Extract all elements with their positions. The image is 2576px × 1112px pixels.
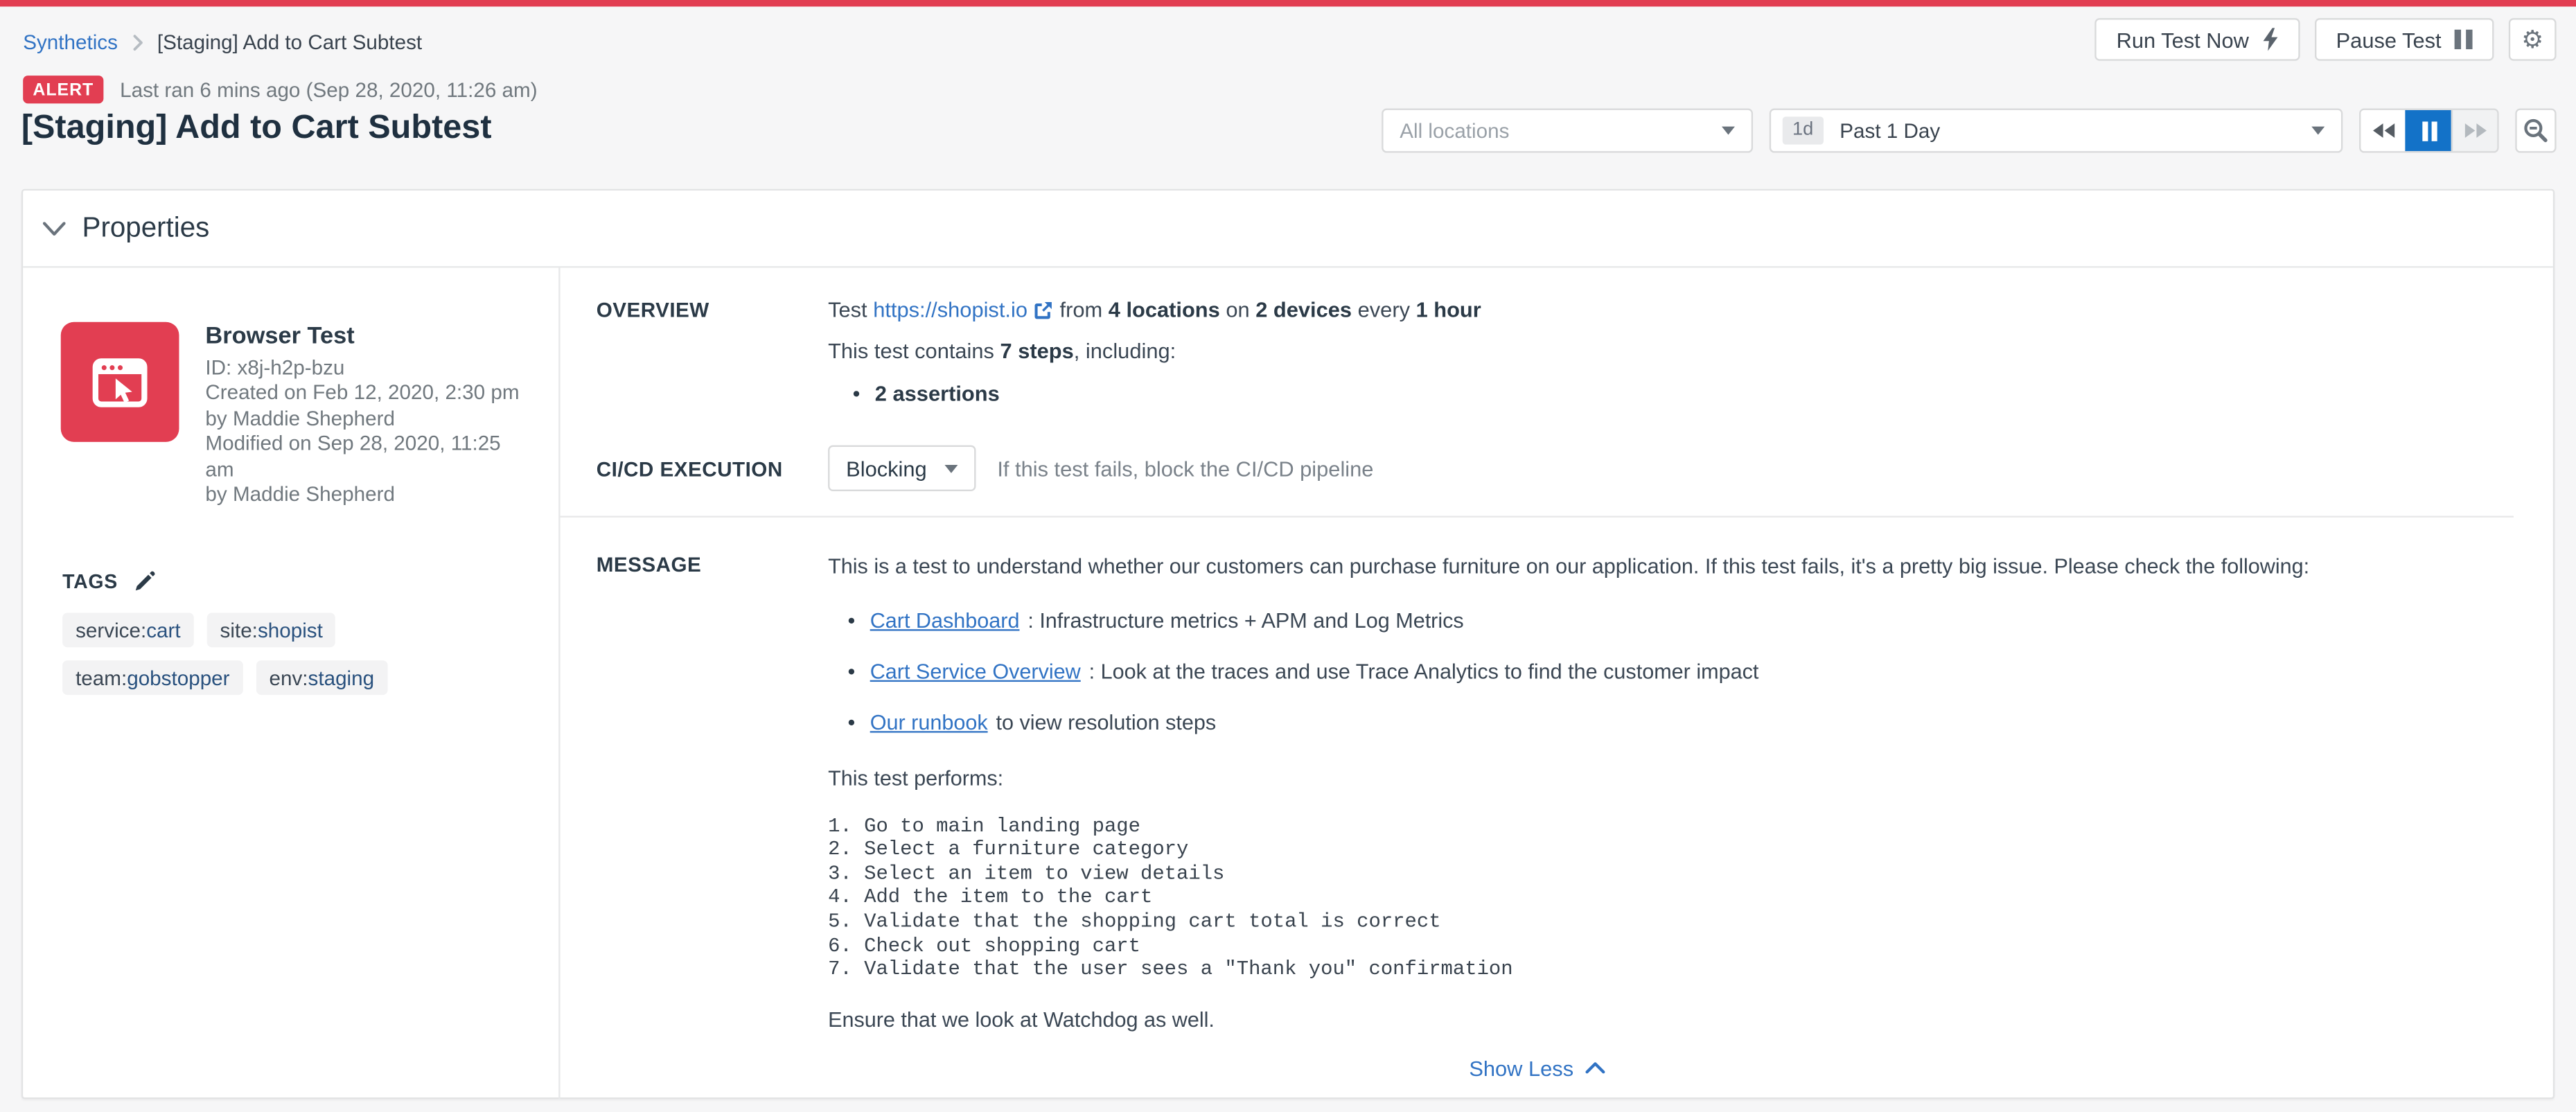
bullet-dot: •	[847, 710, 856, 735]
tag-value: gobstopper	[127, 667, 230, 690]
bullet-dot: •	[852, 381, 861, 406]
cart-service-overview-link[interactable]: Cart Service Overview	[870, 659, 1081, 685]
message-outro: Ensure that we look at Watchdog as well.	[828, 1007, 1215, 1032]
tags-list	[62, 613, 493, 696]
tags-header	[62, 571, 526, 594]
properties-header[interactable]	[23, 191, 2553, 267]
caret-down-icon	[2311, 127, 2324, 135]
cicd-caption: If this test fails, block the CI/CD pipeline	[997, 456, 1374, 481]
message-bullet	[828, 658, 2514, 687]
run-test-now-label: Run Test Now	[2116, 27, 2249, 52]
message-label: MESSAGE	[596, 554, 702, 577]
overview-from-word: from	[1053, 297, 1109, 322]
time-nav-group	[2359, 108, 2499, 152]
message-content	[828, 552, 2514, 1035]
tag-value: shopist	[257, 619, 323, 642]
step-line: 5. Validate that the shopping cart total is correct	[828, 910, 1441, 933]
chevron-up-icon	[1585, 1062, 1605, 1075]
tag-key: service:	[76, 619, 147, 642]
external-link-icon	[1034, 301, 1053, 320]
overview-label: OVERVIEW	[596, 299, 709, 322]
test-card	[61, 322, 526, 509]
bolt-icon	[2262, 28, 2279, 51]
rewind-button[interactable]	[2361, 110, 2405, 151]
caret-down-icon	[944, 464, 958, 473]
test-created: Created on Feb 12, 2020, 2:30 pm	[205, 382, 520, 405]
show-less-row	[561, 1056, 2514, 1081]
locations-value: All locations	[1400, 118, 1510, 143]
locations-select[interactable]	[1382, 108, 1753, 152]
cicd-blocking-select[interactable]	[828, 445, 976, 491]
time-range-label: Past 1 Day	[1840, 118, 1941, 143]
bullet-text: : Infrastructure metrics + APM and Log Metrics	[1027, 608, 1464, 633]
overview-contains-pre: This test contains	[828, 338, 1000, 364]
tags-label: TAGS	[62, 570, 118, 594]
page-title: [Staging] Add to Cart Subtest	[21, 108, 492, 147]
test-modified-by: by Maddie Shepherd	[205, 483, 395, 506]
overview-every-word: every	[1352, 297, 1416, 322]
breadcrumb	[23, 31, 422, 54]
breadcrumb-current: [Staging] Add to Cart Subtest	[157, 31, 423, 55]
show-less-button[interactable]	[1469, 1056, 1605, 1081]
breadcrumb-link-synthetics[interactable]: Synthetics	[23, 31, 118, 55]
overview-test-word: Test	[828, 297, 874, 322]
show-less-label: Show Less	[1469, 1056, 1574, 1082]
message-steps	[828, 814, 2514, 982]
test-modified: Modified on Sep 28, 2020, 11:25 am	[205, 432, 501, 481]
overview-assertions-bullet	[828, 381, 2514, 406]
message-bullet	[828, 606, 2514, 636]
test-type: Browser Test	[205, 324, 355, 351]
shopist-url-link[interactable]: https://shopist.io	[873, 297, 1028, 322]
caret-down-icon	[1722, 127, 1735, 135]
step-line: 2. Select a furniture category	[828, 838, 1189, 862]
gear-icon: ⚙	[2521, 25, 2544, 54]
step-line: 4. Add the item to the cart	[828, 886, 1153, 910]
tag-pill[interactable]	[62, 613, 194, 648]
properties-title: Properties	[82, 211, 210, 243]
last-ran-text: Last ran 6 mins ago (Sep 28, 2020, 11:26 am)	[120, 78, 538, 101]
test-card-info	[205, 322, 525, 509]
zoom-out-button[interactable]	[2515, 108, 2556, 152]
tag-key: env:	[269, 667, 308, 690]
bullet-dot: •	[847, 659, 856, 685]
chevron-down-icon	[43, 221, 66, 236]
overview-line-1	[828, 297, 2514, 322]
pause-icon	[2421, 121, 2437, 140]
overview-on-word: on	[1219, 297, 1256, 322]
tag-value: staging	[308, 667, 375, 690]
message-bullets	[828, 606, 2514, 739]
step-line: 1. Go to main landing page	[828, 814, 1140, 838]
live-pause-button[interactable]	[2405, 110, 2451, 151]
overview-steps-count: 7 steps	[1000, 338, 1074, 364]
section-divider	[561, 516, 2514, 518]
browser-test-icon	[61, 322, 179, 442]
overview-content	[828, 297, 2514, 405]
message-performs: This test performs:	[828, 765, 1004, 790]
overview-frequency: 1 hour	[1415, 297, 1481, 322]
tag-pill[interactable]	[62, 661, 242, 696]
pause-bars-icon	[2455, 30, 2473, 49]
pencil-icon[interactable]	[132, 571, 155, 594]
bullet-dot: •	[847, 608, 856, 633]
cicd-blocking-value: Blocking	[846, 456, 927, 481]
forward-button[interactable]	[2451, 110, 2497, 151]
time-range-shortcut: 1d	[1783, 116, 1824, 145]
bullet-text: : Look at the traces and use Trace Analytics to find the customer impact	[1088, 659, 1759, 685]
filters-bar	[1382, 108, 2556, 152]
test-created-by: by Maddie Shepherd	[205, 407, 395, 430]
properties-body	[23, 268, 2553, 1100]
test-id: ID: x8j-h2p-bzu	[205, 356, 345, 380]
cart-dashboard-link[interactable]: Cart Dashboard	[870, 608, 1020, 633]
details-column	[561, 268, 2553, 1100]
time-range-select[interactable]	[1770, 108, 2343, 152]
tag-pill[interactable]	[207, 613, 336, 648]
overview-row	[561, 297, 2514, 405]
top-actions	[2095, 18, 2557, 61]
runbook-link[interactable]: Our runbook	[870, 710, 988, 735]
pause-test-label: Pause Test	[2336, 27, 2442, 52]
chevron-right-icon	[132, 35, 142, 51]
test-summary-column	[23, 268, 560, 1100]
zoom-out-icon	[2523, 118, 2548, 143]
rewind-icon	[2372, 121, 2394, 139]
step-line: 3. Select an item to view details	[828, 862, 1225, 885]
tags-section	[62, 571, 526, 696]
run-test-now-button[interactable]	[2095, 18, 2300, 61]
tag-value: cart	[146, 619, 181, 642]
properties-panel	[21, 189, 2555, 1100]
message-bullet	[828, 709, 2514, 739]
message-intro: This is a test to understand whether our customers can purchase furniture on our application. If this test fails, it's a pretty big issue. Please check the following:	[828, 554, 2310, 579]
top-accent-bar	[0, 0, 2576, 6]
overview-locations: 4 locations	[1108, 297, 1220, 322]
overview-line-2	[828, 338, 2514, 363]
overview-devices: 2 devices	[1255, 297, 1352, 322]
step-line: 6. Check out shopping cart	[828, 934, 1140, 957]
tag-key: site:	[220, 619, 258, 642]
bullet-text: to view resolution steps	[996, 710, 1217, 735]
tag-key: team:	[76, 667, 127, 690]
tag-pill[interactable]	[256, 661, 387, 696]
overview-contains-post: , including:	[1073, 338, 1176, 364]
fast-forward-icon	[2464, 121, 2487, 139]
status-row	[23, 76, 537, 103]
overview-assertions: 2 assertions	[874, 381, 1000, 406]
cicd-label: CI/CD EXECUTION	[596, 457, 783, 481]
message-row	[561, 552, 2514, 1035]
settings-button[interactable]	[2509, 18, 2557, 61]
pause-test-button[interactable]	[2315, 18, 2494, 61]
cicd-row	[561, 445, 2514, 491]
cicd-content	[828, 445, 2514, 491]
status-badge: ALERT	[23, 76, 103, 103]
step-line: 7. Validate that the user sees a "Thank you" confirmation	[828, 958, 1513, 982]
